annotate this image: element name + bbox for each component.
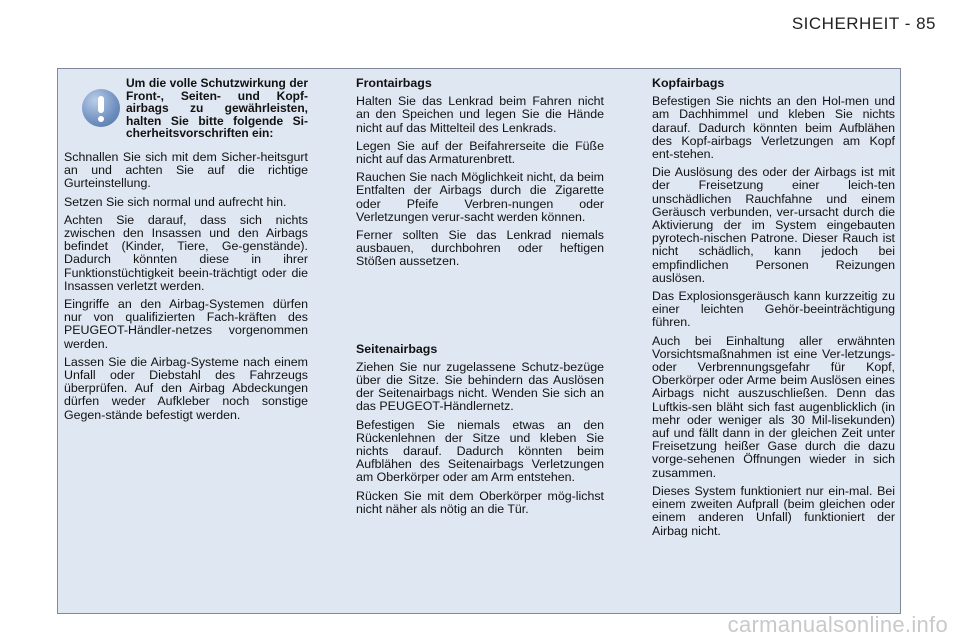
warning-text: Um die volle Schutzwirkung der Front-, Seiten- und Kopf-airbags zu gewährleisten, halten Sie bitte folgende Si-cherheitsvorschriften ein: — [126, 76, 308, 141]
paragraph: Ferner sollten Sie das Lenkrad niemals ausbauen, durchbohren oder heftigen Stößen aussetzen. — [356, 228, 604, 269]
exclamation-icon — [82, 89, 120, 127]
paragraph: Befestigen Sie niemals etwas an den Rückenlehnen der Sitze und kleben Sie nichts darauf. Dadurch könnten beim Aufblähen des Seitenairbags Verletzungen am Oberkörper oder am Arm entstehen. — [356, 417, 604, 485]
section-heading-side: Seitenairbags — [356, 341, 438, 356]
paragraph: Achten Sie darauf, dass sich nichts zwischen den Insassen und den Airbags befindet (Kinder, Tiere, Ge-genstände). Dadurch könnten diese in ihrer Funktionstüchtigkeit beein-trächtigt oder die Insassen verletzt werden. — [64, 212, 308, 293]
watermark: carmanualsonline.info — [727, 612, 948, 637]
column-left — [64, 77, 308, 427]
section-heading-front: Frontairbags — [356, 76, 432, 90]
paragraph: Befestigen Sie nichts an den Hol-men und am Dachhimmel und kleben Sie nichts darauf. Dadurch könnten beim Aufblähen des Kopf-airbags Verletzungen am Kopf ent-stehen. — [652, 94, 895, 162]
paragraph: Auch bei Einhaltung aller erwähnten Vorsichtsmaßnahmen ist eine Ver-letzungs- oder Verbrennungsgefahr für Kopf, Oberkörper oder Arme beim Auslösen eines Airbags nicht auszuschließen. Denn das Luftkis-sen bläht sich fast augenblicklich (in mehr oder weniger als 30 Mil-lisekunden) auf und fällt dann in der gleichen Zeit unter Freisetzung heißer Gase durch die dazu vorge-sehenen Öffnungen wieder in sich zusammen. — [652, 333, 895, 480]
content-panel — [57, 68, 901, 614]
paragraph: Ziehen Sie nur zugelassene Schutz-bezüge über die Sitze. Sie behindern das Auslösen der Seitenairbags nicht. Wenden Sie sich an das PEUGEOT-Händlernetz. — [356, 359, 604, 414]
paragraph: Lassen Sie die Airbag-Systeme nach einem Unfall oder Diebstahl des Fahrzeugs überprüfen. Auf den Airbag Abdeckungen dürfen weder Aufkleber noch sonstige Gegen-stände befestigt werden. — [64, 354, 308, 422]
paragraph: Halten Sie das Lenkrad beim Fahren nicht an den Speichen und legen Sie die Hände nicht auf das Mittelteil des Lenkrads. — [356, 94, 604, 135]
paragraph: Rauchen Sie nach Möglichkeit nicht, da beim Entfalten der Airbags durch die Zigarette oder Pfeife Verbren-nungen oder Verletzungen verur-sacht werden können. — [356, 170, 604, 224]
paragraph: Eingriffe an den Airbag-Systemen dürfen nur von qualifizierten Fach-kräften des PEUGEOT-Händler-netzes vorgenommen werden. — [64, 297, 308, 351]
warning-box — [64, 77, 308, 147]
page-header: SICHERHEIT - 85 — [791, 14, 936, 33]
paragraph: Die Auslösung des oder der Airbags ist mit der Freisetzung einer leich-ten unschädlichen Rauchfahne und einem Geräusch verbunden, ver-ursacht durch die Aktivierung der im System eingebauten pyrotech-nischen Patrone. Dieser Rauch ist nicht schädlich, kann jedoch bei empfindlichen Personen Reizungen auslösen. — [652, 165, 895, 285]
column-middle — [356, 77, 604, 521]
paragraph: Dieses System funktioniert nur ein-mal. Bei einem zweiten Aufprall (beim gleichen oder einem anderen Unfall) funktioniert der Airbag nicht. — [652, 483, 895, 538]
column-right — [652, 77, 895, 543]
paragraph: Setzen Sie sich normal und aufrecht hin. — [64, 194, 287, 209]
section-heading-head: Kopfairbags — [652, 76, 725, 90]
paragraph: Das Explosionsgeräusch kann kurzzeitig zu einer leichten Gehör-beeinträchtigung führen. — [652, 289, 895, 330]
paragraph: Legen Sie auf der Beifahrerseite die Füße nicht auf das Armaturenbrett. — [356, 138, 604, 167]
paragraph: Schnallen Sie sich mit dem Sicher-heitsgurt an und achten Sie auf die richtige Gurteinstellung. — [64, 150, 308, 191]
paragraph: Rücken Sie mit dem Oberkörper mög-lichst nicht näher als nötig an die Tür. — [356, 488, 604, 516]
